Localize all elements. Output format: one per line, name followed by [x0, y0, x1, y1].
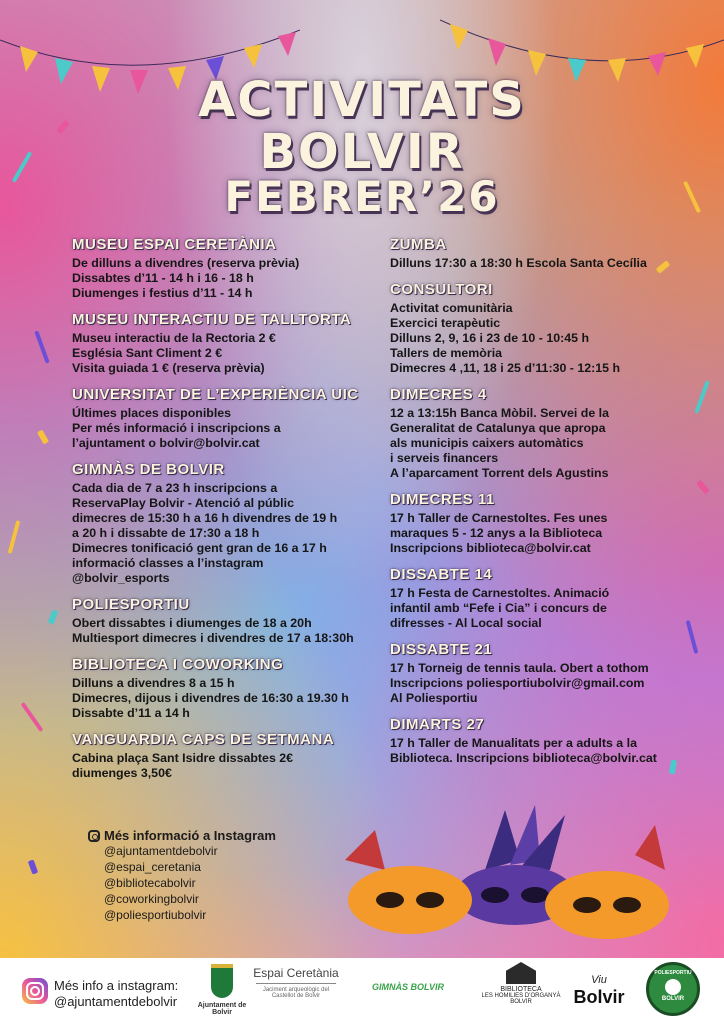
confetti	[28, 859, 38, 874]
espai-logo-text: Espai Ceretània	[253, 966, 339, 980]
section-universitat-de-l-experiencia-uic	[72, 386, 392, 451]
poliesportiu-logo-top: POLIESPORTIU	[654, 970, 692, 976]
section-line: Museu interactiu de la Rectoria 2 €	[72, 331, 276, 345]
section-heading: BIBLIOTECA I COWORKING	[72, 656, 284, 673]
section-line: Dimecres, dijous i divendres de 16:30 a 19.30 h	[72, 691, 349, 705]
instagram-account[interactable]: @coworkingbolvir	[104, 892, 199, 906]
section-museu-espai-ceretania	[72, 236, 392, 301]
section-heading: POLIESPORTIU	[72, 596, 190, 613]
section-heading: MUSEU ESPAI CERETÀNIA	[72, 236, 277, 253]
section-line: Últimes places disponibles	[72, 406, 232, 420]
section-line: A l’aparcament Torrent dels Agustins	[390, 466, 609, 480]
confetti	[696, 480, 710, 495]
section-heading: DIMECRES 11	[390, 491, 495, 508]
section-line: Dilluns 17:30 a 18:30 h Escola Santa Cecília	[390, 256, 647, 270]
section-line: difresses - Al Local social	[390, 616, 542, 630]
section-vanguardia-caps-de-setmana	[72, 731, 392, 781]
section-line[interactable]: Inscripcions biblioteca@bolvir.cat	[390, 541, 591, 555]
section-line: 17 h Taller de Carnestoltes. Fes unes	[390, 511, 608, 525]
gimnas-logo-text: GIMNÀS BOLVIR	[372, 982, 445, 992]
section-heading: DISSABTE 21	[390, 641, 493, 658]
title-line-1: ACTIVITATS	[198, 72, 526, 128]
ajuntament-shield-icon	[211, 964, 233, 998]
section-line: Dissabte d’11 a 14 h	[72, 706, 190, 720]
instagram-icon	[88, 830, 100, 842]
section-heading: UNIVERSITAT DE L’EXPERIÈNCIA UIC	[72, 386, 359, 403]
section-line: Al Poliesportiu	[390, 691, 478, 705]
section-heading: GIMNÀS DE BOLVIR	[72, 461, 225, 478]
section-line: Església Sant Climent 2 €	[72, 346, 223, 360]
viu-logo-text: Viu	[591, 974, 607, 986]
instagram-heading-text: Més informació a Instagram	[104, 828, 276, 843]
streamer	[34, 330, 49, 363]
poliesportiu-logo	[646, 962, 700, 1016]
section-line[interactable]: Biblioteca. Inscripcions biblioteca@bolvir.cat	[390, 751, 657, 765]
section-line: Per més informació i inscripcions a	[72, 421, 281, 435]
section-line: informació classes a l’instagram	[72, 556, 264, 570]
section-heading: DIMECRES 4	[390, 386, 487, 403]
streamer	[21, 702, 44, 732]
instagram-block	[88, 828, 276, 923]
footer-instagram-line1: Més info a instagram:	[54, 978, 179, 993]
section-line: Dissabtes d’11 - 14 h i 16 - 18 h	[72, 271, 254, 285]
streamer	[8, 520, 21, 554]
instagram-account[interactable]: @espai_ceretania	[104, 860, 201, 874]
section-heading: MUSEU INTERACTIU DE TALLTORTA	[72, 311, 352, 328]
section-heading: CONSULTORI	[390, 281, 493, 298]
section-line: dimecres de 15:30 h a 16 h divendres de 19 h	[72, 511, 338, 525]
espai-ceretania-logo	[250, 966, 342, 999]
section-line: Diumenges i festius d’11 - 14 h	[72, 286, 253, 300]
section-line: Multiesport dimecres i divendres de 17 a 18:30h	[72, 631, 354, 645]
section-line: Dilluns a divendres 8 a 15 h	[72, 676, 235, 690]
biblioteca-building-icon	[506, 962, 536, 984]
confetti	[48, 609, 58, 624]
section-heading: DISSABTE 14	[390, 566, 493, 583]
viu-bolvir-logo	[566, 970, 632, 1006]
espai-logo-sub1: Jaciment arqueològic del	[262, 987, 330, 993]
section-dimarts-27	[390, 716, 690, 766]
section-line: Generalitat de Catalunya que apropa	[390, 421, 606, 435]
carnival-masks-illustration	[335, 800, 680, 955]
section-line: 17 h Festa de Carnestoltes. Animació	[390, 586, 610, 600]
instagram-account[interactable]: @ajuntamentdebolvir	[104, 844, 218, 858]
gimnas-logo	[372, 982, 444, 992]
section-line: Activitat comunitària	[390, 301, 513, 315]
section-dissabte-21	[390, 641, 690, 706]
section-line: Tallers de memòria	[390, 346, 503, 360]
ajuntament-logo-text: Ajuntament de Bolvir	[197, 1002, 247, 1016]
instagram-account[interactable]: @poliesportiubolvir	[104, 908, 207, 922]
left-column	[72, 236, 392, 791]
section-line: ReservaPlay Bolvir - Atenció al públic	[72, 496, 294, 510]
section-consultori	[390, 281, 690, 376]
footer-instagram-text	[54, 978, 178, 1010]
section-line: Dimecres tonificació gent gran de 16 a 17 h	[72, 541, 327, 555]
instagram-heading	[88, 828, 276, 843]
section-line: infantil amb “Fefe i Cia” i concurs de	[390, 601, 607, 615]
ajuntament-logo	[192, 964, 252, 1016]
biblioteca-logo-line1: BIBLIOTECA	[500, 986, 542, 993]
section-line[interactable]: Inscripcions poliesportiubolvir@gmail.com	[390, 676, 645, 690]
section-line: Dimecres 4 ,11, 18 i 25 d’11:30 - 12:15 h	[390, 361, 621, 375]
right-column	[390, 236, 690, 776]
section-dimecres-4	[390, 386, 690, 481]
section-line: a 20 h i dissabte de 17:30 a 18 h	[72, 526, 260, 540]
section-line: Dilluns 2, 9, 16 i 23 de 10 - 10:45 h	[390, 331, 590, 345]
section-line[interactable]: @bolvir_esports	[72, 571, 170, 585]
section-line: Visita guiada 1 € (reserva prèvia)	[72, 361, 265, 375]
espai-logo-line	[256, 983, 336, 984]
section-line: De dilluns a divendres (reserva prèvia)	[72, 256, 300, 270]
section-heading: VANGUARDIA CAPS DE SETMANA	[72, 731, 335, 748]
title-line-2: BOLVIR	[259, 124, 465, 180]
biblioteca-logo	[470, 962, 572, 1005]
poliesportiu-logo-bottom: BOLVIR	[661, 996, 685, 1002]
section-line: diumenges 3,50€	[72, 766, 172, 780]
biblioteca-logo-line2: LES HOMILIES D’ORGANYÀ	[481, 993, 561, 999]
section-museu-interactiu-de-talltorta	[72, 311, 392, 376]
instagram-account[interactable]: @bibliotecabolvir	[104, 876, 196, 890]
section-gimnas-de-bolvir	[72, 461, 392, 586]
section-dimecres-11	[390, 491, 690, 556]
section-dissabte-14	[390, 566, 690, 631]
section-line: Exercici terapèutic	[390, 316, 501, 330]
espai-logo-sub2: Castellot de Bolvir	[271, 993, 321, 999]
section-heading: DIMARTS 27	[390, 716, 485, 733]
section-line: 17 h Torneig de tennis taula. Obert a tothom	[390, 661, 649, 675]
footer-instagram-handle[interactable]: @ajuntamentdebolvir	[54, 994, 178, 1009]
ball-icon	[665, 979, 681, 995]
section-heading: ZUMBA	[390, 236, 447, 253]
section-line: Cada dia de 7 a 23 h inscripcions a	[72, 481, 278, 495]
section-line: maraques 5 - 12 anys a la Biblioteca	[390, 526, 603, 540]
footer-instagram-icon	[22, 978, 48, 1004]
section-biblioteca-i-coworking	[72, 656, 392, 721]
section-zumba	[390, 236, 690, 271]
bolvir-logo-text: Bolvir	[573, 987, 625, 1007]
section-line: als municipis caixers automàtics	[390, 436, 584, 450]
title-line-3: FEBRER’26	[224, 172, 500, 221]
section-line: 12 a 13:15h Banca Mòbil. Servei de la	[390, 406, 610, 420]
section-poliesportiu	[72, 596, 392, 646]
streamer	[694, 380, 709, 413]
section-line: Cabina plaça Sant Isidre dissabtes 2€	[72, 751, 294, 765]
confetti	[37, 429, 49, 444]
footer	[0, 958, 724, 1024]
section-line[interactable]: l’ajuntament o bolvir@bolvir.cat	[72, 436, 260, 450]
section-line: i serveis financers	[390, 451, 499, 465]
section-line: Obert dissabtes i diumenges de 18 a 20h	[72, 616, 312, 630]
biblioteca-logo-line3: BOLVIR	[510, 999, 532, 1005]
section-line: 17 h Taller de Manualitats per a adults a la	[390, 736, 637, 750]
